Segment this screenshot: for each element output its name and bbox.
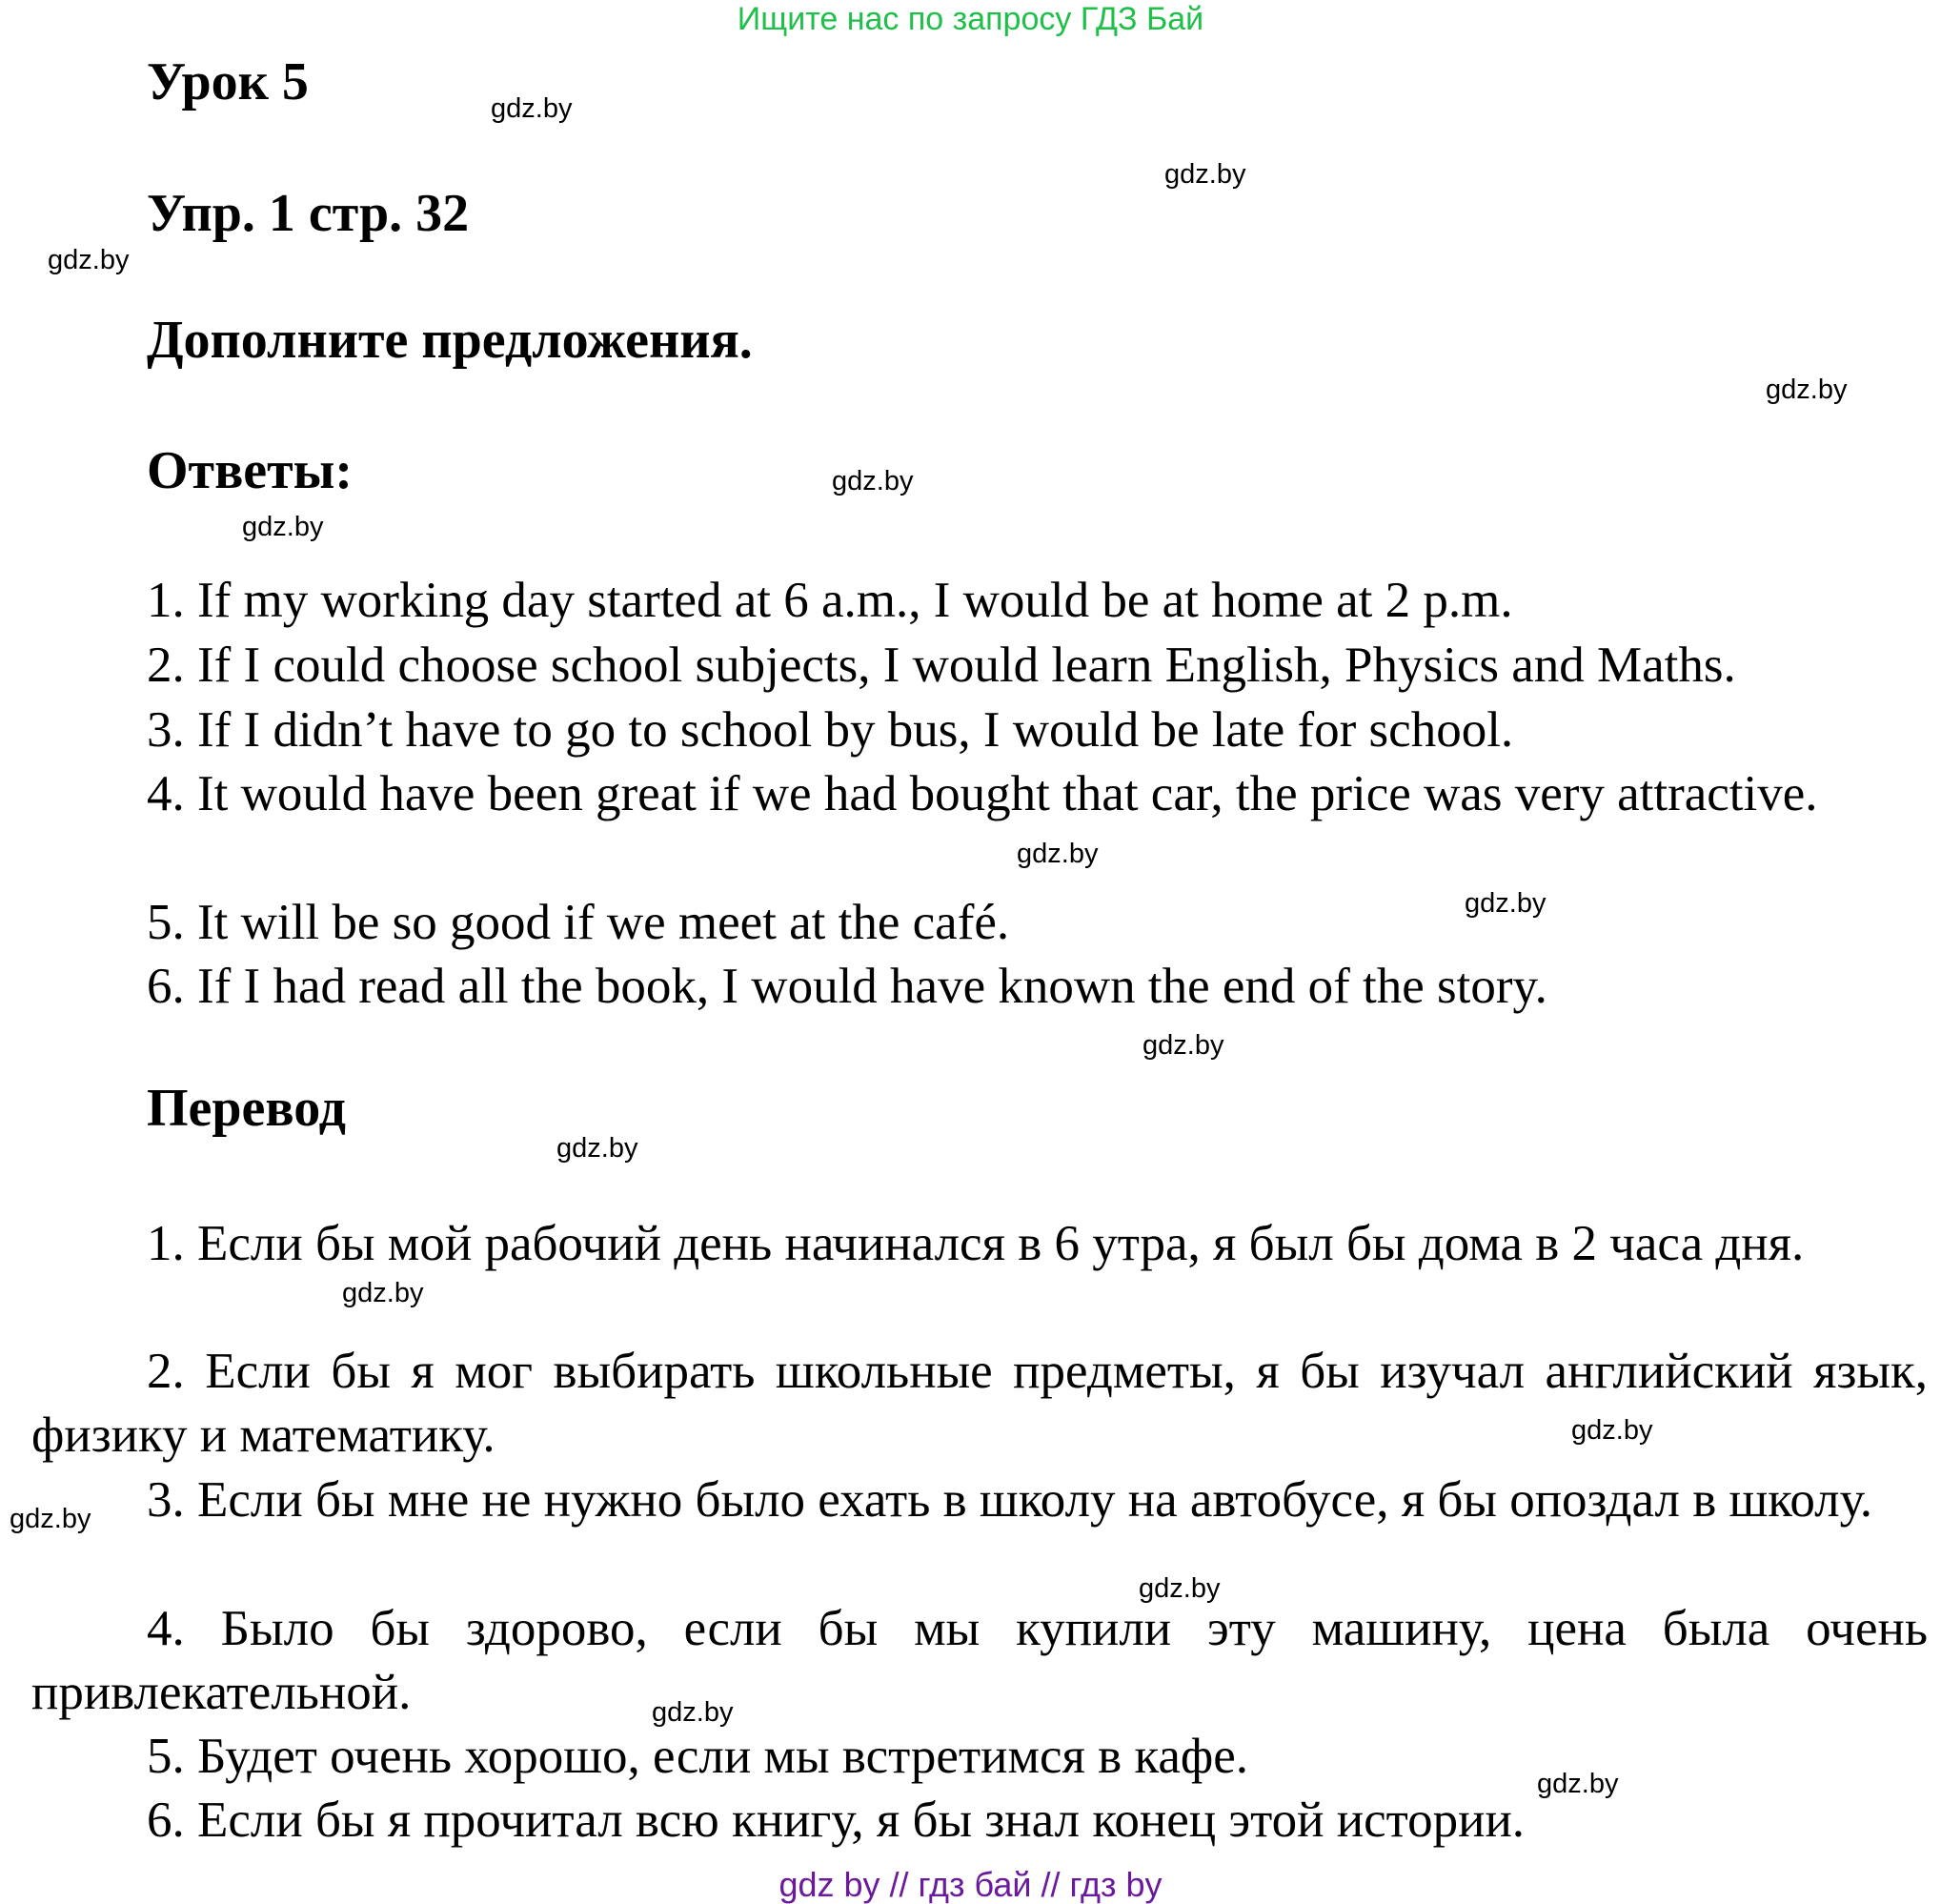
watermark: gdz.by: [1571, 1415, 1653, 1446]
translation-2: 2. Если бы я мог выбирать школьные предметы, я бы изучал английский язык, физику и математику.: [31, 1344, 1928, 1463]
watermark: gdz.by: [491, 93, 573, 124]
watermark: gdz.by: [342, 1278, 424, 1308]
answer-5: 5. It will be so good if we meet at the café.: [147, 895, 1010, 950]
answer-2: 2. If I could choose school subjects, I would learn English, Physics and Maths.: [147, 638, 1736, 693]
answers-heading: Ответы:: [147, 441, 354, 500]
watermark: gdz.by: [832, 466, 914, 496]
answer-3: 3. If I didn’t have to go to school by bus, I would be late for school.: [147, 702, 1514, 758]
watermark: gdz.by: [1017, 839, 1099, 869]
translation-5: 5. Будет очень хорошо, если мы встретимся в кафе.: [147, 1729, 1249, 1784]
watermark: gdz.by: [242, 512, 324, 542]
task-title: Дополните предложения.: [147, 311, 753, 370]
translation-1: 1. Если бы мой рабочий день начинался в 6 утра, я был бы дома в 2 часа дня.: [147, 1216, 1805, 1271]
lesson-title: Урок 5: [147, 52, 309, 111]
watermark: gdz.by: [1142, 1030, 1224, 1061]
exercise-title: Упр. 1 стр. 32: [147, 184, 470, 243]
watermark: gdz.by: [10, 1504, 91, 1534]
watermark: gdz.by: [1537, 1769, 1619, 1799]
watermark: gdz.by: [556, 1133, 638, 1164]
watermark: gdz.by: [48, 245, 130, 275]
translation-4: 4. Было бы здорово, если бы мы купили эту машину, цена была очень привлекательной.: [31, 1601, 1928, 1720]
answer-4: 4. It would have been great if we had bought that car, the price was very attractive.: [147, 766, 1818, 821]
answer-6: 6. If I had read all the book, I would have known the end of the story.: [147, 959, 1547, 1014]
translation-6: 6. Если бы я прочитал всю книгу, я бы знал конец этой истории.: [147, 1793, 1526, 1848]
top-banner: Ищите нас по запросу ГДЗ Бай: [737, 1, 1204, 37]
watermark: gdz.by: [1766, 375, 1848, 405]
watermark: gdz.by: [1164, 159, 1246, 190]
answer-1: 1. If my working day started at 6 a.m., I would be at home at 2 p.m.: [147, 573, 1513, 628]
translation-3: 3. Если бы мне не нужно было ехать в школу на автобусе, я бы опоздал в школу.: [147, 1472, 1873, 1528]
watermark: gdz.by: [1465, 888, 1547, 919]
watermark: gdz.by: [652, 1697, 734, 1728]
translation-heading: Перевод: [147, 1079, 346, 1138]
watermark: gdz.by: [1139, 1573, 1221, 1604]
footer-links: gdz by // гдз бай // гдз by: [778, 1865, 1163, 1904]
